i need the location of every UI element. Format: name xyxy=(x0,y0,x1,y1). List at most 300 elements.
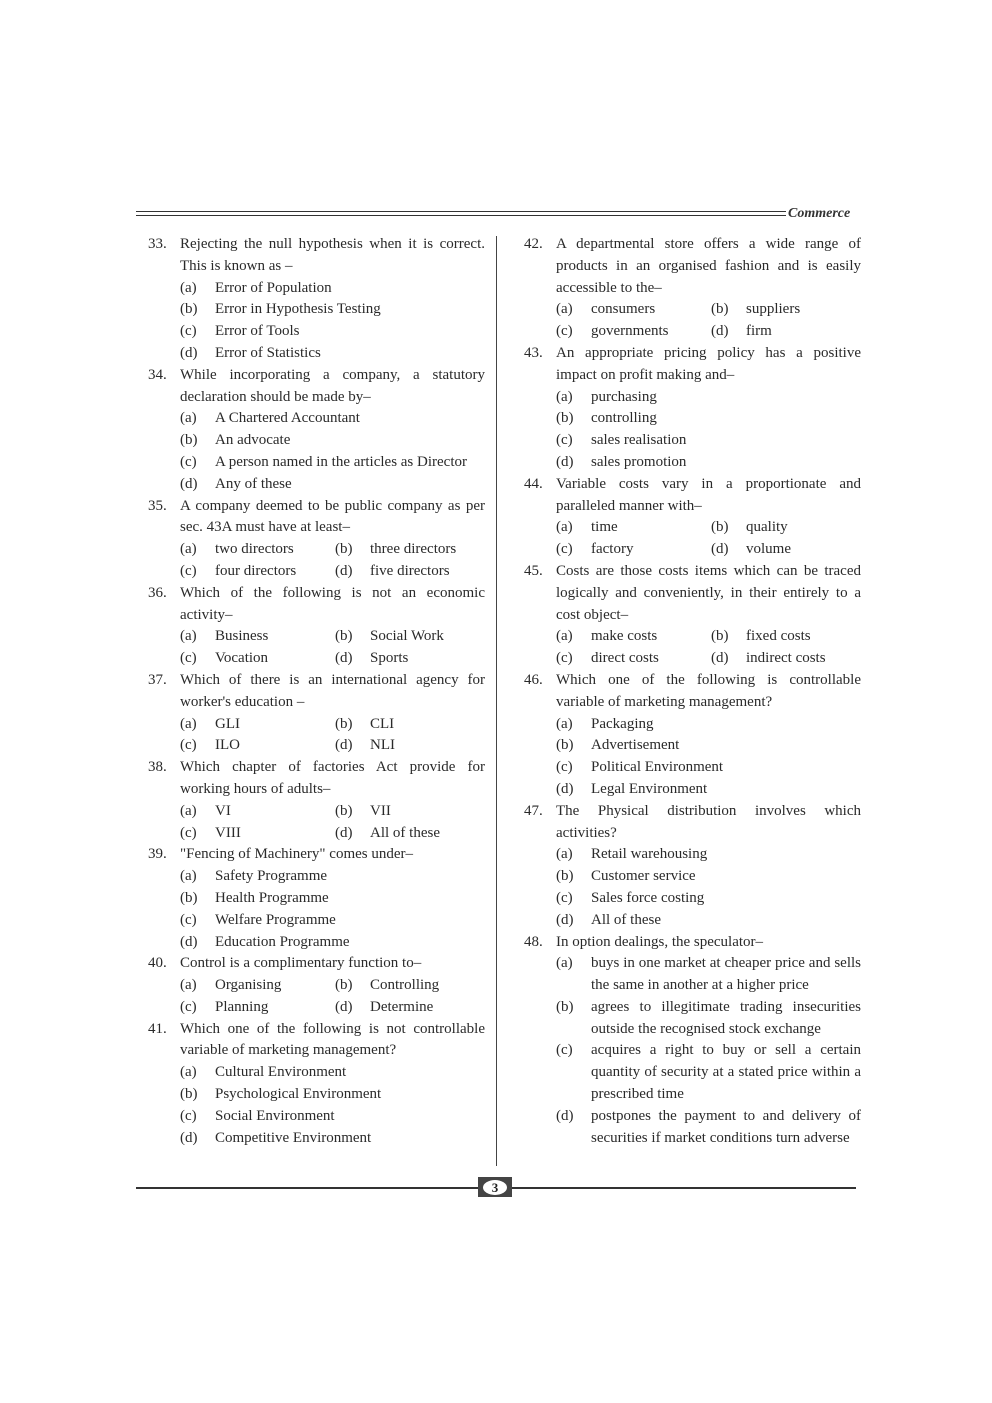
option-item[interactable] xyxy=(180,539,335,561)
option-text: ILO xyxy=(215,737,240,754)
option-label: (a) xyxy=(180,977,197,994)
page-number-badge xyxy=(478,1177,512,1197)
question-item xyxy=(516,474,861,561)
option-label: (d) xyxy=(556,911,574,928)
question-number-cell xyxy=(516,561,556,626)
option-item[interactable] xyxy=(711,648,826,670)
option-label: (a) xyxy=(556,715,573,732)
option-text: Determine xyxy=(370,998,434,1015)
question-number: 46. xyxy=(524,671,543,688)
question-text: Rejecting the null hypothesis when it is correct. This is known as – xyxy=(180,236,485,274)
option-label: (c) xyxy=(180,562,197,579)
question-item xyxy=(516,343,861,474)
question-row xyxy=(140,844,485,866)
options-list xyxy=(556,299,861,343)
option-text: Competitive Environment xyxy=(215,1129,372,1146)
question-number-cell xyxy=(140,365,180,409)
question-number: 44. xyxy=(524,475,543,492)
option-item[interactable] xyxy=(335,735,395,757)
question-number-cell xyxy=(140,757,180,801)
question-number-cell xyxy=(140,670,180,714)
option-text: indirect costs xyxy=(746,650,826,667)
option-label: (c) xyxy=(556,889,573,906)
options-list xyxy=(180,714,485,758)
option-text: VIII xyxy=(215,824,241,841)
option-item[interactable] xyxy=(180,735,335,757)
running-header-title: Commerce xyxy=(788,206,851,221)
question-row xyxy=(140,757,485,801)
question-item xyxy=(516,932,861,1150)
options-list xyxy=(180,278,485,365)
option-text: Advertisement xyxy=(591,737,680,754)
option-label: (a) xyxy=(556,519,573,536)
option-item[interactable] xyxy=(335,823,440,845)
option-item[interactable] xyxy=(556,997,861,1041)
option-label: (d) xyxy=(335,737,353,754)
option-label: (b) xyxy=(556,868,574,885)
option-item[interactable] xyxy=(180,299,485,321)
question-text: "Fencing of Machinery" comes under– xyxy=(180,846,414,863)
option-item[interactable] xyxy=(556,779,861,801)
option-item[interactable] xyxy=(180,1084,485,1106)
question-item xyxy=(140,670,485,757)
option-text: quality xyxy=(746,519,788,536)
question-row xyxy=(140,583,485,627)
question-text: An appropriate pricing policy has a positive impact on profit making and– xyxy=(556,344,861,383)
question-number-cell xyxy=(516,474,556,518)
option-item[interactable] xyxy=(556,299,711,321)
option-item[interactable] xyxy=(180,714,335,736)
option-text: governments xyxy=(591,323,669,340)
option-label: (c) xyxy=(556,323,573,340)
option-text: purchasing xyxy=(591,388,657,405)
footer-rule-left xyxy=(136,1187,478,1189)
option-row xyxy=(556,539,861,561)
option-item[interactable] xyxy=(556,626,711,648)
option-item[interactable] xyxy=(711,517,788,539)
option-text: Retail warehousing xyxy=(591,846,708,863)
option-label: (a) xyxy=(556,846,573,863)
option-label: (a) xyxy=(556,301,573,318)
option-label: (c) xyxy=(180,737,197,754)
option-label: (d) xyxy=(180,475,198,492)
question-text: Which one of the following is controllable variable of marketing management? xyxy=(556,671,861,710)
option-text: Social Environment xyxy=(215,1107,335,1124)
question-item xyxy=(140,844,485,953)
option-item[interactable] xyxy=(180,801,335,823)
option-label: (b) xyxy=(556,737,574,754)
option-row xyxy=(180,626,485,648)
option-text: volume xyxy=(746,541,791,558)
question-number: 35. xyxy=(148,497,167,514)
question-number-cell xyxy=(516,801,556,845)
option-label: (d) xyxy=(556,780,574,797)
question-row xyxy=(140,953,485,975)
question-text: Variable costs vary in a proportionate and paralleled manner with– xyxy=(556,475,861,514)
option-text: Any of these xyxy=(215,475,292,492)
question-number: 48. xyxy=(524,933,543,950)
option-item[interactable] xyxy=(180,932,485,954)
options-list xyxy=(556,517,861,561)
option-label: (a) xyxy=(180,868,197,885)
options-list xyxy=(180,975,485,1019)
question-item xyxy=(140,365,485,496)
option-label: (b) xyxy=(556,998,574,1015)
option-row xyxy=(180,714,485,736)
option-text: Sports xyxy=(370,650,409,667)
option-text: Business xyxy=(215,628,269,645)
option-row xyxy=(556,517,861,539)
question-number: 40. xyxy=(148,955,167,972)
options-list xyxy=(180,539,485,583)
option-label: (a) xyxy=(556,955,573,972)
option-label: (d) xyxy=(711,541,729,558)
options-list xyxy=(180,626,485,670)
options-list xyxy=(556,387,861,474)
options-list xyxy=(556,844,861,931)
option-row xyxy=(180,801,485,823)
option-label: (c) xyxy=(556,650,573,667)
option-label: (c) xyxy=(556,759,573,776)
option-label: (a) xyxy=(180,715,197,732)
option-text: sales promotion xyxy=(591,453,687,470)
question-item xyxy=(516,670,861,801)
question-number-cell xyxy=(140,844,180,866)
question-row xyxy=(516,801,861,845)
option-text: Vocation xyxy=(215,650,269,667)
option-item[interactable] xyxy=(335,626,444,648)
option-label: (c) xyxy=(180,824,197,841)
option-label: (d) xyxy=(335,650,353,667)
option-item[interactable] xyxy=(180,1062,485,1084)
option-text: GLI xyxy=(215,715,240,732)
option-item[interactable] xyxy=(335,801,391,823)
question-item xyxy=(140,496,485,583)
option-label: (a) xyxy=(180,628,197,645)
option-item[interactable] xyxy=(180,1128,485,1150)
option-text: firm xyxy=(746,323,772,340)
question-item xyxy=(516,801,861,932)
option-row xyxy=(180,735,485,757)
option-item[interactable] xyxy=(180,866,485,888)
option-item[interactable] xyxy=(335,561,450,583)
options-list xyxy=(180,1062,485,1149)
option-item[interactable] xyxy=(180,430,485,452)
option-label: (c) xyxy=(556,432,573,449)
option-label: (c) xyxy=(556,541,573,558)
option-label: (b) xyxy=(335,977,353,994)
option-text: Social Work xyxy=(370,628,444,645)
option-item[interactable] xyxy=(180,321,485,343)
option-text: All of these xyxy=(370,824,440,841)
option-text: two directors xyxy=(215,541,294,558)
option-label: (d) xyxy=(335,562,353,579)
option-item[interactable] xyxy=(335,714,394,736)
option-text: three directors xyxy=(370,541,457,558)
option-text: Organising xyxy=(215,977,282,994)
option-label: (b) xyxy=(335,541,353,558)
option-label: (c) xyxy=(180,453,197,470)
question-number: 34. xyxy=(148,366,167,383)
option-text: VII xyxy=(370,802,391,819)
option-item[interactable] xyxy=(556,321,711,343)
option-label: (a) xyxy=(556,628,573,645)
question-number: 37. xyxy=(148,671,167,688)
question-row xyxy=(516,561,861,626)
option-item[interactable] xyxy=(180,1106,485,1128)
question-number-cell xyxy=(140,496,180,540)
option-text: A Chartered Accountant xyxy=(215,410,360,427)
option-label: (c) xyxy=(556,1042,573,1059)
option-label: (d) xyxy=(180,933,198,950)
option-label: (d) xyxy=(556,453,574,470)
left-column xyxy=(140,234,485,1149)
option-item[interactable] xyxy=(711,539,791,561)
option-text: Error of Tools xyxy=(215,323,300,340)
footer-rule-right xyxy=(512,1187,856,1189)
question-number: 41. xyxy=(148,1020,167,1037)
option-item[interactable] xyxy=(556,430,861,452)
option-item[interactable] xyxy=(556,735,861,757)
option-item[interactable] xyxy=(180,648,335,670)
question-row xyxy=(516,234,861,299)
option-label: (a) xyxy=(556,388,573,405)
option-label: (d) xyxy=(711,650,729,667)
header-rule-bottom xyxy=(136,215,786,216)
option-item[interactable] xyxy=(180,910,485,932)
option-label: (a) xyxy=(180,410,197,427)
option-text: make costs xyxy=(591,628,658,645)
question-text: A company deemed to be public company as per sec. 43A must have at least– xyxy=(180,497,485,536)
question-number-cell xyxy=(516,932,556,954)
question-number-cell xyxy=(516,234,556,299)
column-divider xyxy=(496,236,497,1166)
option-label: (b) xyxy=(180,889,198,906)
header-rule-top xyxy=(136,211,786,212)
option-item[interactable] xyxy=(556,452,861,474)
option-label: (c) xyxy=(180,323,197,340)
option-text: suppliers xyxy=(746,301,801,318)
option-label: (b) xyxy=(180,432,198,449)
question-text: Control is a complimentary function to– xyxy=(180,955,422,972)
question-row xyxy=(516,343,861,387)
question-row xyxy=(516,932,861,954)
option-text: VI xyxy=(215,802,231,819)
option-text: controlling xyxy=(591,410,657,427)
option-item[interactable] xyxy=(335,539,456,561)
question-number: 45. xyxy=(524,562,543,579)
question-number-cell xyxy=(140,583,180,627)
option-item[interactable] xyxy=(711,626,811,648)
option-text: consumers xyxy=(591,301,656,318)
option-item[interactable] xyxy=(180,343,485,365)
option-text: fixed costs xyxy=(746,628,811,645)
option-label: (c) xyxy=(180,998,197,1015)
option-text: Packaging xyxy=(591,715,654,732)
option-row xyxy=(180,975,485,997)
option-label: (b) xyxy=(180,1086,198,1103)
option-text: four directors xyxy=(215,562,297,579)
option-text: Customer service xyxy=(591,868,696,885)
option-text: Controlling xyxy=(370,977,440,994)
question-item xyxy=(140,234,485,365)
option-item[interactable] xyxy=(711,299,800,321)
option-text: Planning xyxy=(215,998,269,1015)
option-row xyxy=(556,299,861,321)
option-item[interactable] xyxy=(180,474,485,496)
option-label: (b) xyxy=(180,301,198,318)
options-list xyxy=(556,714,861,801)
option-item[interactable] xyxy=(556,953,861,997)
option-label: (b) xyxy=(335,802,353,819)
question-number: 33. xyxy=(148,236,167,252)
options-list xyxy=(556,953,861,1149)
option-label: (b) xyxy=(711,519,729,536)
question-number-cell xyxy=(140,234,180,278)
option-row xyxy=(180,823,485,845)
option-text: Error in Hypothesis Testing xyxy=(215,301,381,318)
option-item[interactable] xyxy=(180,888,485,910)
question-row xyxy=(140,670,485,714)
option-item[interactable] xyxy=(180,975,335,997)
option-item[interactable] xyxy=(556,648,711,670)
option-text: NLI xyxy=(370,737,395,754)
option-item[interactable] xyxy=(180,823,335,845)
option-item[interactable] xyxy=(556,757,861,779)
question-number: 47. xyxy=(524,802,543,819)
option-text: Health Programme xyxy=(215,889,329,906)
option-label: (d) xyxy=(335,998,353,1015)
option-label: (b) xyxy=(335,715,353,732)
option-item[interactable] xyxy=(180,561,335,583)
option-item[interactable] xyxy=(556,539,711,561)
option-item[interactable] xyxy=(556,888,861,910)
question-item xyxy=(516,234,861,343)
option-text: Safety Programme xyxy=(215,868,328,885)
option-item[interactable] xyxy=(711,321,772,343)
option-label: (d) xyxy=(556,1107,574,1124)
option-item[interactable] xyxy=(556,910,861,932)
page-number: 3 xyxy=(483,1180,507,1195)
option-text: All of these xyxy=(591,911,661,928)
question-text: Costs are those costs items which can be traced logically and conveniently, in their entirely to a cost object– xyxy=(556,562,861,623)
option-item[interactable] xyxy=(335,975,439,997)
question-item xyxy=(140,757,485,844)
option-text: direct costs xyxy=(591,650,659,667)
option-label: (c) xyxy=(180,1107,197,1124)
question-item xyxy=(140,583,485,670)
question-text: Which chapter of factories Act provide for working hours of adults– xyxy=(180,759,485,797)
question-row xyxy=(140,1019,485,1063)
question-number-cell xyxy=(516,670,556,714)
question-text: In option dealings, the speculator– xyxy=(556,933,764,950)
question-text: The Physical distribution involves which activities? xyxy=(556,802,861,841)
option-text: acquires a right to buy or sell a certain quantity of security at a stated price within a prescribed time xyxy=(591,1042,861,1103)
right-column xyxy=(516,234,861,1149)
option-text: Psychological Environment xyxy=(215,1086,382,1103)
option-item[interactable] xyxy=(556,866,861,888)
option-item[interactable] xyxy=(180,408,485,430)
question-number: 38. xyxy=(148,759,167,776)
option-item[interactable] xyxy=(180,452,485,474)
option-item[interactable] xyxy=(180,997,335,1019)
question-text: Which of the following is not an economic activity– xyxy=(180,584,485,623)
option-label: (a) xyxy=(180,802,197,819)
option-text: CLI xyxy=(370,715,395,732)
option-label: (d) xyxy=(335,824,353,841)
option-item[interactable] xyxy=(556,1106,861,1150)
question-text: Which one of the following is not controllable variable of marketing management? xyxy=(180,1020,485,1059)
option-item[interactable] xyxy=(556,408,861,430)
option-label: (d) xyxy=(711,323,729,340)
option-text: Sales force costing xyxy=(591,889,705,906)
option-item[interactable] xyxy=(556,517,711,539)
option-text: sales realisation xyxy=(591,432,687,449)
option-label: (b) xyxy=(556,410,574,427)
option-label: (b) xyxy=(335,628,353,645)
question-number-cell xyxy=(516,343,556,387)
option-row xyxy=(556,626,861,648)
option-text: postpones the payment to and delivery of securities if market conditions turn adverse xyxy=(591,1107,861,1146)
question-number: 36. xyxy=(148,584,167,601)
option-item[interactable] xyxy=(556,844,861,866)
option-item[interactable] xyxy=(556,387,861,409)
question-row xyxy=(516,670,861,714)
option-label: (a) xyxy=(180,279,197,296)
question-text: While incorporating a company, a statutory declaration should be made by– xyxy=(180,366,485,405)
option-label: (b) xyxy=(711,628,729,645)
option-text: agrees to illegitimate trading insecurities outside the recognised stock exchange xyxy=(591,998,861,1037)
question-item xyxy=(140,1019,485,1150)
option-label: (a) xyxy=(180,541,197,558)
question-row xyxy=(516,474,861,518)
option-item[interactable] xyxy=(556,714,861,736)
option-text: Welfare Programme xyxy=(215,911,336,928)
option-row xyxy=(180,648,485,670)
option-text: Cultural Environment xyxy=(215,1064,347,1081)
option-item[interactable] xyxy=(180,278,485,300)
question-number-cell xyxy=(140,953,180,975)
option-text: Political Environment xyxy=(591,759,724,776)
option-text: Education Programme xyxy=(215,933,350,950)
option-label: (d) xyxy=(180,1129,198,1146)
option-item[interactable] xyxy=(180,626,335,648)
option-item[interactable] xyxy=(335,997,433,1019)
options-list xyxy=(180,866,485,953)
option-row xyxy=(556,321,861,343)
option-row xyxy=(180,539,485,561)
option-text: buys in one market at cheaper price and sells the same in another at a higher price xyxy=(591,955,861,994)
option-label: (b) xyxy=(711,301,729,318)
option-label: (d) xyxy=(180,344,198,361)
option-text: A person named in the articles as Director xyxy=(215,453,467,470)
option-item[interactable] xyxy=(335,648,408,670)
option-label: (a) xyxy=(180,1064,197,1081)
option-label: (c) xyxy=(180,650,197,667)
question-number: 42. xyxy=(524,236,543,252)
option-item[interactable] xyxy=(556,1040,861,1105)
question-text: A departmental store offers a wide range of products in an organised fashion and is easily accessible to the– xyxy=(556,236,861,296)
question-item xyxy=(140,953,485,1018)
options-list xyxy=(180,408,485,495)
question-number-cell xyxy=(140,1019,180,1063)
option-text: factory xyxy=(591,541,634,558)
option-text: five directors xyxy=(370,562,450,579)
option-text: Error of Statistics xyxy=(215,344,321,361)
question-item xyxy=(516,561,861,670)
option-text: An advocate xyxy=(215,432,291,449)
question-number: 39. xyxy=(148,846,167,863)
